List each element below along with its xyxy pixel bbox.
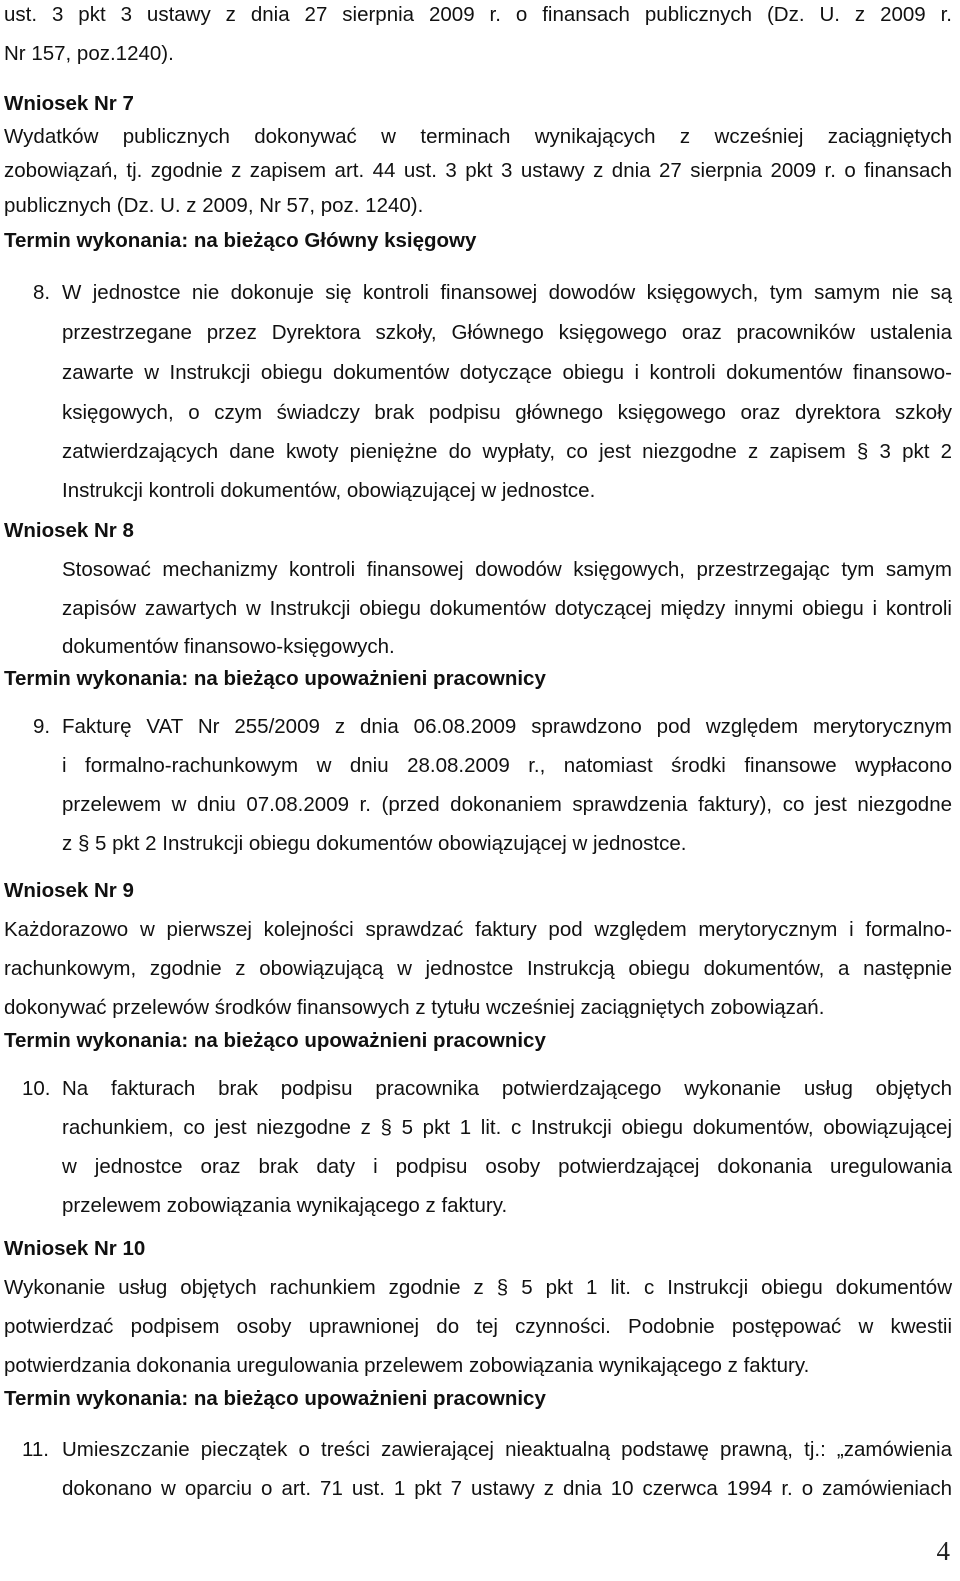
deadline-line: Termin wykonania: na bieżąco Główny księgowy (4, 229, 477, 252)
paragraph-line: Instrukcji kontroli dokumentów, obowiązującej w jednostce. (62, 479, 596, 502)
page-number: 4 (936, 1536, 950, 1566)
paragraph-line: W jednostce nie dokonuje się kontroli finansowej dowodów księgowych, tym samym nie są (62, 281, 952, 304)
deadline-line: Termin wykonania: na bieżąco upoważnieni pracownicy (4, 1029, 546, 1052)
paragraph-line: zawarte w Instrukcji obiegu dokumentów dotyczące obiegu i kontroli dokumentów finansowo- (62, 361, 952, 384)
paragraph-line: ust. 3 pkt 3 ustawy z dnia 27 sierpnia 2009 r. o finansach publicznych (Dz. U. z 2009 r. (4, 3, 952, 26)
paragraph-line: Fakturę VAT Nr 255/2009 z dnia 06.08.2009 sprawdzono pod względem merytorycznym (62, 715, 952, 738)
item-number: 8. (33, 281, 51, 304)
paragraph-line: Wydatków publicznych dokonywać w terminach wynikających z wcześniej zaciągniętych (4, 125, 952, 148)
item-number: 9. (33, 715, 51, 738)
paragraph-line: publicznych (Dz. U. z 2009, Nr 57, poz. 1240). (4, 194, 424, 217)
recommendation-heading: Wniosek Nr 9 (4, 879, 134, 902)
paragraph-line: Każdorazowo w pierwszej kolejności sprawdzać faktury pod względem merytorycznym i formalno- (4, 918, 952, 941)
recommendation-heading: Wniosek Nr 8 (4, 519, 134, 542)
paragraph-line: dokonywać przelewów środków finansowych z tytułu wcześniej zaciągniętych zobowiązań. (4, 996, 825, 1019)
item-number: 11. (22, 1438, 49, 1461)
paragraph-line: rachunkowym, zgodnie z obowiązującą w jednostce Instrukcją obiegu dokumentów, a następnie (4, 957, 952, 980)
paragraph-line: Umieszczanie pieczątek o treści zawierającej nieaktualną podstawę prawną, tj.: „zamówienia (62, 1438, 952, 1461)
paragraph-line: Na fakturach brak podpisu pracownika potwierdzającego wykonanie usług objętych (62, 1077, 952, 1100)
deadline-line: Termin wykonania: na bieżąco upoważnieni pracownicy (4, 667, 546, 690)
paragraph-line: rachunkiem, co jest niezgodne z § 5 pkt 1 lit. c Instrukcji obiegu dokumentów, obowiązującej (62, 1116, 952, 1139)
paragraph-line: dokumentów finansowo-księgowych. (62, 635, 395, 658)
paragraph-line: zapisów zawartych w Instrukcji obiegu dokumentów dotyczącej między innymi obiegu i kontroli (62, 597, 952, 620)
paragraph-line: Nr 157, poz.1240). (4, 42, 174, 65)
paragraph-line: potwierdzania dokonania uregulowania przelewem zobowiązania wynikającego z faktury. (4, 1354, 810, 1377)
paragraph-line: zatwierdzających dane kwoty pieniężne do wypłaty, co jest niezgodne z zapisem § 3 pkt 2 (62, 440, 952, 463)
recommendation-heading: Wniosek Nr 10 (4, 1237, 146, 1260)
paragraph-line: z § 5 pkt 2 Instrukcji obiegu dokumentów obowiązującej w jednostce. (62, 832, 687, 855)
paragraph-line: w jednostce oraz brak daty i podpisu osoby potwierdzającej dokonania uregulowania (62, 1155, 952, 1178)
paragraph-line: dokonano w oparciu o art. 71 ust. 1 pkt 7 ustawy z dnia 10 czerwca 1994 r. o zamówieniach (62, 1477, 952, 1500)
paragraph-line: Wykonanie usług objętych rachunkiem zgodnie z § 5 pkt 1 lit. c Instrukcji obiegu dokumentów (4, 1276, 952, 1299)
paragraph-line: przelewem w dniu 07.08.2009 r. (przed dokonaniem sprawdzenia faktury), co jest niezgodne (62, 793, 952, 816)
paragraph-line: księgowych, o czym świadczy brak podpisu głównego księgowego oraz dyrektora szkoły (62, 401, 952, 424)
paragraph-line: Stosować mechanizmy kontroli finansowej dowodów księgowych, przestrzegając tym samym (62, 558, 952, 581)
deadline-line: Termin wykonania: na bieżąco upoważnieni pracownicy (4, 1387, 546, 1410)
paragraph-line: zobowiązań, tj. zgodnie z zapisem art. 44 ust. 3 pkt 3 ustawy z dnia 27 sierpnia 2009 r. o finansach (4, 159, 952, 182)
paragraph-line: i formalno-rachunkowym w dniu 28.08.2009 r., natomiast środki finansowe wypłacono (62, 754, 952, 777)
item-number: 10. (22, 1077, 51, 1100)
paragraph-line: przestrzegane przez Dyrektora szkoły, Głównego księgowego oraz pracowników ustalenia (62, 321, 952, 344)
paragraph-line: przelewem zobowiązania wynikającego z faktury. (62, 1194, 508, 1217)
paragraph-line: potwierdzać podpisem osoby uprawnionej do tej czynności. Podobnie postępować w kwestii (4, 1315, 952, 1338)
recommendation-heading: Wniosek Nr 7 (4, 92, 134, 115)
